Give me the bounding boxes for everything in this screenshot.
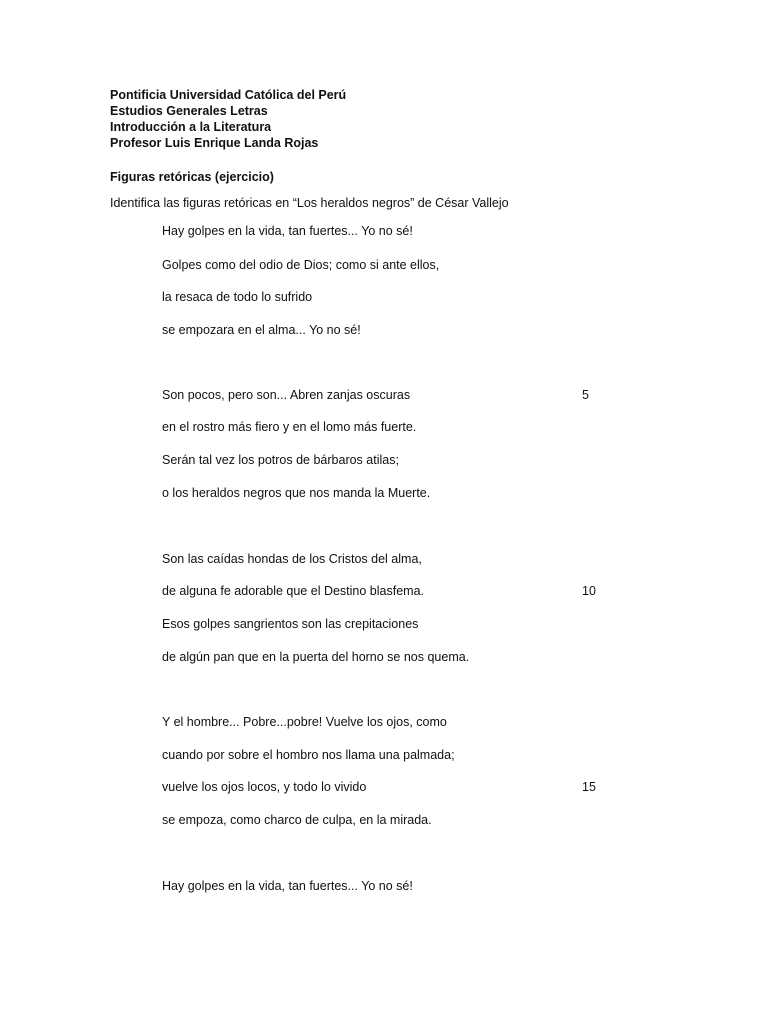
poem-line: de alguna fe adorable que el Destino blasfema. bbox=[162, 584, 424, 598]
poem-line: Son las caídas hondas de los Cristos del alma, bbox=[162, 552, 422, 566]
poem-line: Esos golpes sangrientos son las crepitaciones bbox=[162, 617, 419, 631]
line-number: 5 bbox=[582, 388, 589, 402]
program-name: Estudios Generales Letras bbox=[110, 104, 268, 118]
poem-line: Golpes como del odio de Dios; como si ante ellos, bbox=[162, 258, 440, 272]
institution-name: Pontificia Universidad Católica del Perú bbox=[110, 88, 347, 102]
poem-line: la resaca de todo lo sufrido bbox=[162, 290, 313, 304]
poem-line: se empoza, como charco de culpa, en la mirada. bbox=[162, 813, 432, 827]
poem-line: Son pocos, pero son... Abren zanjas oscuras bbox=[162, 388, 411, 402]
poem-line: en el rostro más fiero y en el lomo más fuerte. bbox=[162, 420, 417, 434]
course-name: Introducción a la Literatura bbox=[110, 120, 272, 134]
poem-line: de algún pan que en la puerta del horno se nos quema. bbox=[162, 650, 470, 664]
professor-name: Profesor Luis Enrique Landa Rojas bbox=[110, 136, 319, 150]
poem-line: Hay golpes en la vida, tan fuertes... Yo no sé! bbox=[162, 879, 413, 893]
line-number: 10 bbox=[582, 584, 596, 598]
poem-line: o los heraldos negros que nos manda la Muerte. bbox=[162, 486, 431, 500]
exercise-instruction: Identifica las figuras retóricas en “Los heraldos negros” de César Vallejo bbox=[110, 196, 509, 210]
poem-line: vuelve los ojos locos, y todo lo vivido bbox=[162, 780, 367, 794]
poem-line: cuando por sobre el hombro nos llama una palmada; bbox=[162, 748, 455, 762]
poem-line: Hay golpes en la vida, tan fuertes... Yo no sé! bbox=[162, 224, 413, 238]
exercise-title: Figuras retóricas (ejercicio) bbox=[110, 170, 274, 184]
poem-line: Y el hombre... Pobre...pobre! Vuelve los ojos, como bbox=[162, 715, 447, 729]
line-number: 15 bbox=[582, 780, 596, 794]
poem-line: se empozara en el alma... Yo no sé! bbox=[162, 323, 361, 337]
poem-line: Serán tal vez los potros de bárbaros atilas; bbox=[162, 453, 399, 467]
